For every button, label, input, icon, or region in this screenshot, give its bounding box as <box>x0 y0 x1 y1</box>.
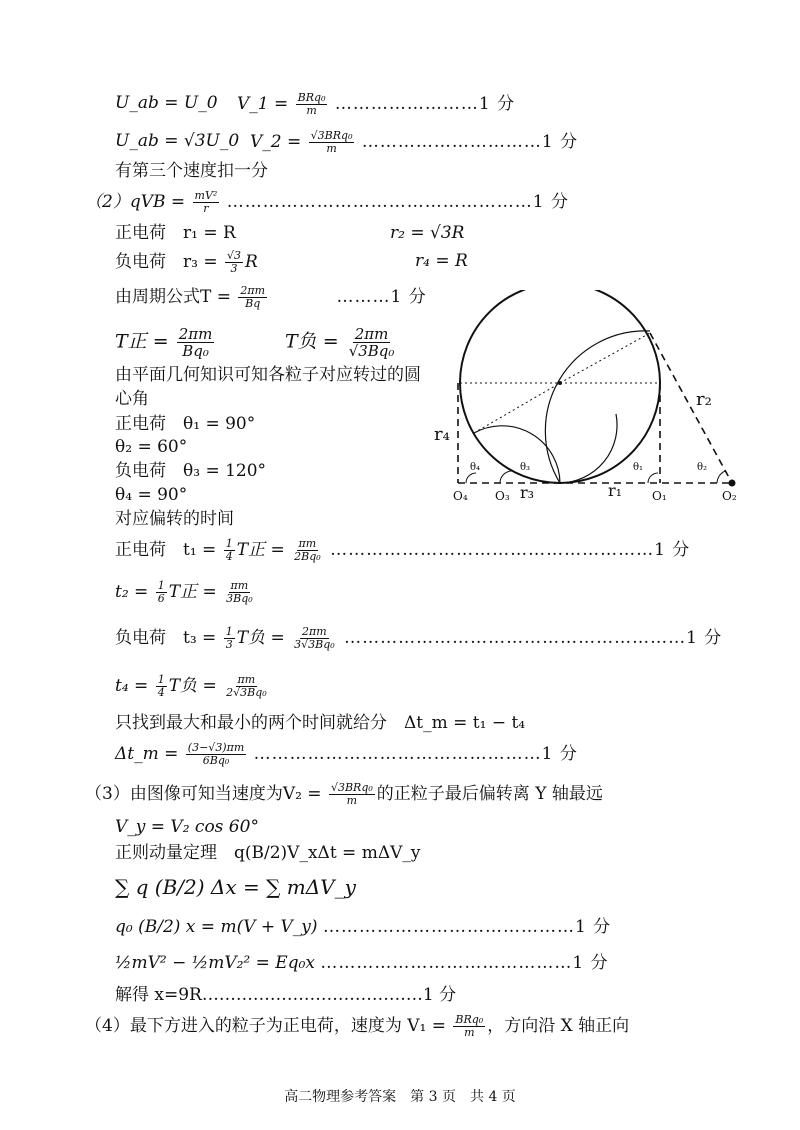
numerator: 2πm <box>302 625 327 638</box>
score-leader: ………………………………………………1 分 <box>330 540 691 560</box>
denominator: 3Bq₀ <box>226 592 253 605</box>
denominator: m <box>464 1026 475 1039</box>
numerator: 1 <box>225 537 233 550</box>
eq-t-positive <box>115 326 216 359</box>
numerator: BRq₀ <box>297 91 326 104</box>
denominator: 3 <box>230 262 238 275</box>
fraction <box>156 580 167 605</box>
dashed-r2 <box>650 333 732 483</box>
fraction <box>309 130 355 155</box>
eq-energy <box>115 952 609 974</box>
fraction <box>224 626 235 651</box>
eq-qvb <box>85 190 569 215</box>
fraction <box>292 626 337 651</box>
numerator: √3BRq₀ <box>310 129 353 142</box>
center-dot <box>558 381 562 385</box>
eq-text: ，方向沿 X 轴正向 <box>487 1016 630 1036</box>
label-r4: r₄ <box>434 424 450 445</box>
eq-theta2: θ₂ = 60° <box>115 437 188 457</box>
label-o4: O₄ <box>453 489 468 503</box>
fraction <box>156 674 167 699</box>
fraction <box>177 326 215 359</box>
denominator: Bq₀ <box>182 342 209 360</box>
eq-text: t₂ = <box>115 582 149 602</box>
denominator: 2Bq₀ <box>294 550 321 563</box>
eq-t4 <box>115 674 271 699</box>
numerator: √3BRq₀ <box>330 781 373 794</box>
eq-period <box>115 285 427 310</box>
numerator: πm <box>230 579 249 592</box>
label-r1: r₁ <box>608 481 623 500</box>
note-third-speed: 有第三个速度扣一分 <box>115 161 268 181</box>
label-th4: θ₄ <box>470 462 481 473</box>
label-o2: O₂ <box>722 489 737 503</box>
denominator: √3Bq₀ <box>348 342 395 360</box>
eq-theta3: 负电荷 θ₃ = 120° <box>115 461 267 481</box>
eq-text: ½mV² − ½mV₂² = Eq₀x <box>115 953 315 973</box>
numerator: πm <box>237 673 256 686</box>
eq-text: 负电荷 r₃ = <box>115 252 218 272</box>
denominator: 2√3Bq₀ <box>226 686 267 699</box>
fraction <box>329 782 375 807</box>
fraction <box>224 538 235 563</box>
eq-negative-radius <box>115 250 258 275</box>
fraction <box>347 326 397 359</box>
denominator: 6 <box>157 592 165 605</box>
score-leader: ……………………………………1 分 <box>322 917 612 937</box>
label-o3: O₃ <box>495 489 510 503</box>
eq-positive-radius: 正电荷 r₁ = R <box>115 223 236 243</box>
numerator: 2πm <box>240 284 266 297</box>
trajectory-diagram <box>420 290 760 515</box>
text-part4 <box>85 1014 629 1039</box>
fraction <box>296 92 328 117</box>
text-deflect-time: 对应偏转的时间 <box>115 509 234 529</box>
arc-r3 <box>474 426 560 483</box>
eq-v1 <box>237 92 515 117</box>
eq-r4: r₄ = R <box>415 251 468 271</box>
eq-delta-t <box>115 742 578 767</box>
dotted-radius <box>560 333 650 383</box>
eq-theta4: θ₄ = 90° <box>115 485 188 505</box>
numerator: 1 <box>157 673 165 686</box>
numerator: √3 <box>227 249 242 262</box>
eq-momentum: 正则动量定理 q(B/2)V_xΔt = mΔV_y <box>115 843 421 863</box>
eq-text: （2）qVB = <box>85 192 186 212</box>
fraction <box>292 538 323 563</box>
fraction <box>224 674 269 699</box>
eq-text: T正 = <box>236 540 285 560</box>
eq-text: U_ab = U_0 <box>115 93 218 113</box>
denominator: 3 <box>225 638 233 651</box>
eq-v2 <box>250 130 578 155</box>
arc-r4 <box>560 414 617 483</box>
eq-text: T负 = <box>285 330 339 353</box>
eq-text: t₄ = <box>115 676 149 696</box>
eq-text: T正 = <box>115 330 169 353</box>
label-o1: O₁ <box>652 489 667 503</box>
score-leader: …………………………1 分 <box>361 132 579 152</box>
eq-text: 由周期公式T = <box>115 287 231 307</box>
denominator: m <box>326 142 337 155</box>
eq-theta1: 正电荷 θ₁ = 90° <box>115 414 256 434</box>
eq-q0x <box>115 916 611 938</box>
eq-solution: 解得 x=9R…………………………………1 分 <box>115 985 457 1005</box>
eq-text: 正电荷 t₁ = <box>115 540 217 560</box>
eq-text: T负 = <box>168 676 217 696</box>
eq-t1 <box>115 538 690 563</box>
eq-text: （3）由图像可知当速度为V₂ = <box>85 784 322 804</box>
eq-uab-root3 <box>115 130 239 152</box>
eq-text: T正 = <box>168 582 217 602</box>
score-leader: ……………………………………1 分 <box>320 953 609 973</box>
fraction <box>453 1014 485 1039</box>
eq-text: V_1 = <box>237 94 289 114</box>
eq-t-negative <box>285 326 398 359</box>
arc-r2 <box>545 331 650 483</box>
label-th3: θ₃ <box>520 462 531 473</box>
fraction <box>238 285 267 310</box>
denominator: 6Bq₀ <box>202 754 230 767</box>
eq-sum: ∑ q (B/2) Δx = ∑ mΔV_y <box>115 875 356 899</box>
angle-arc <box>466 473 476 483</box>
denominator: r <box>203 202 209 215</box>
text-geometry: 由平面几何知识可知各粒子对应转过的圆 <box>115 365 421 385</box>
label-th1: θ₁ <box>633 462 644 473</box>
denominator: 4 <box>157 686 165 699</box>
numerator: 1 <box>157 579 165 592</box>
fraction <box>186 742 246 767</box>
page-footer: 高二物理参考答案 第 3 页 共 4 页 <box>284 1089 516 1105</box>
text-max-min: 只找到最大和最小的两个时间就给分 Δt_m = t₁ − t₄ <box>115 713 526 733</box>
denominator: 3√3Bq₀ <box>294 638 335 651</box>
fraction <box>193 190 220 215</box>
eq-t3 <box>115 626 722 651</box>
eq-text: V_2 = <box>250 132 302 152</box>
numerator: 2πm <box>178 325 213 343</box>
score-leader: ……………………………………………1 分 <box>226 192 569 212</box>
numerator: 1 <box>225 625 233 638</box>
score-leader: ………1 分 <box>336 287 427 307</box>
denominator: m <box>306 104 317 117</box>
eq-text: 的正粒子最后偏转离 Y 轴最远 <box>376 784 603 804</box>
angle-arc <box>648 473 658 483</box>
o2-dot <box>729 480 736 487</box>
eq-text: 负电荷 t₃ = <box>115 628 217 648</box>
angle-arc <box>500 471 512 483</box>
text-central-angle: 心角 <box>115 389 149 409</box>
numerator: BRq₀ <box>455 1013 484 1026</box>
denominator: 4 <box>225 550 233 563</box>
angle-arc <box>717 471 725 483</box>
denominator: Bq <box>245 297 261 310</box>
eq-text: q₀ (B/2) x = m(V + V_y) <box>115 917 318 937</box>
eq-text: T负 = <box>236 628 285 648</box>
eq-t2 <box>115 580 257 605</box>
eq-text: U_ab = √3U_0 <box>115 131 240 151</box>
numerator: (3−√3)πm <box>187 741 245 754</box>
label-th2: θ₂ <box>697 462 708 473</box>
eq-vy: V_y = V₂ cos 60° <box>115 817 259 837</box>
numerator: mV² <box>194 189 218 202</box>
score-leader: …………………………………………………1 分 <box>344 628 723 648</box>
fraction <box>225 250 243 275</box>
dotted-diag <box>474 383 560 433</box>
label-r3: r₃ <box>520 483 535 502</box>
text-part3 <box>85 782 603 807</box>
eq-r2: r₂ = √3R <box>390 223 465 243</box>
score-leader: ……………………1 分 <box>334 94 516 114</box>
numerator: 2πm <box>354 325 389 343</box>
eq-text: Δt_m = <box>115 744 179 764</box>
score-leader: …………………………………………1 分 <box>253 744 578 764</box>
fraction <box>224 580 255 605</box>
label-r2: r₂ <box>696 389 712 410</box>
eq-text: R <box>245 252 258 272</box>
numerator: πm <box>298 537 317 550</box>
denominator: m <box>346 794 358 807</box>
eq-text: （4）最下方进入的粒子为正电荷，速度为 V₁ = <box>85 1016 446 1036</box>
eq-uab-u0 <box>115 92 218 114</box>
